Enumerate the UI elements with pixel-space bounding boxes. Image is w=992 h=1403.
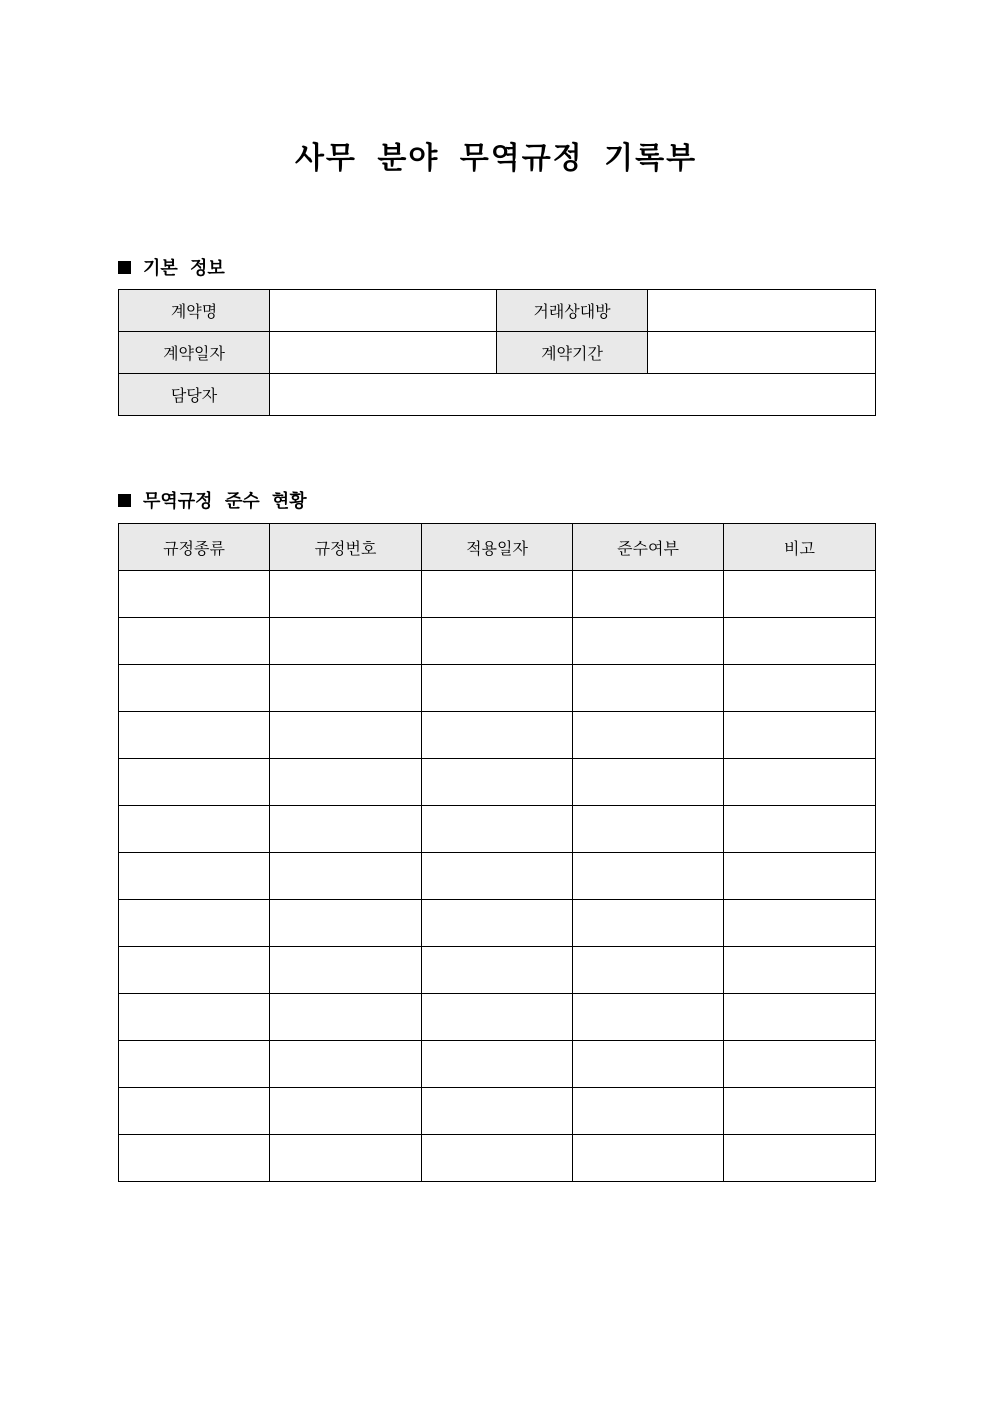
contract-name-label: 계약명	[119, 290, 270, 332]
compliance-status-cell[interactable]	[573, 1041, 724, 1088]
effective-date-cell[interactable]	[422, 1135, 573, 1182]
remarks-cell[interactable]	[724, 994, 876, 1041]
regulation-type-cell[interactable]	[119, 1135, 270, 1182]
remarks-cell[interactable]	[724, 947, 876, 994]
effective-date-cell[interactable]	[422, 571, 573, 618]
contract-period-label: 계약기간	[497, 332, 648, 374]
column-header-compliance-status: 준수여부	[573, 524, 724, 571]
regulation-number-cell[interactable]	[270, 1088, 422, 1135]
compliance-status-cell[interactable]	[573, 759, 724, 806]
compliance-status-cell[interactable]	[573, 1088, 724, 1135]
table-row	[119, 332, 876, 374]
regulation-number-cell[interactable]	[270, 994, 422, 1041]
square-bullet-icon	[118, 261, 131, 274]
effective-date-cell[interactable]	[422, 759, 573, 806]
basic-info-heading	[118, 254, 225, 280]
regulation-type-cell[interactable]	[119, 900, 270, 947]
remarks-cell[interactable]	[724, 665, 876, 712]
contract-date-field[interactable]	[270, 332, 497, 374]
column-header-remarks: 비고	[724, 524, 876, 571]
table-row	[119, 1088, 876, 1135]
basic-info-heading-text: 기본 정보	[143, 258, 225, 279]
effective-date-cell[interactable]	[422, 618, 573, 665]
compliance-status-cell[interactable]	[573, 665, 724, 712]
regulation-number-cell[interactable]	[270, 759, 422, 806]
remarks-cell[interactable]	[724, 1135, 876, 1182]
regulation-type-cell[interactable]	[119, 1088, 270, 1135]
compliance-heading	[118, 487, 307, 513]
regulation-number-cell[interactable]	[270, 665, 422, 712]
table-row	[119, 571, 876, 618]
compliance-status-cell[interactable]	[573, 1135, 724, 1182]
manager-field[interactable]	[270, 374, 876, 416]
effective-date-cell[interactable]	[422, 665, 573, 712]
compliance-status-cell[interactable]	[573, 618, 724, 665]
table-row	[119, 853, 876, 900]
regulation-type-cell[interactable]	[119, 853, 270, 900]
remarks-cell[interactable]	[724, 1041, 876, 1088]
contract-period-field[interactable]	[648, 332, 876, 374]
compliance-status-cell[interactable]	[573, 806, 724, 853]
page-title: 사무 분야 무역규정 기록부	[294, 141, 698, 176]
column-header-effective-date: 적용일자	[422, 524, 573, 571]
effective-date-cell[interactable]	[422, 947, 573, 994]
remarks-cell[interactable]	[724, 618, 876, 665]
regulation-type-cell[interactable]	[119, 759, 270, 806]
regulation-number-cell[interactable]	[270, 712, 422, 759]
table-row	[119, 900, 876, 947]
compliance-status-cell[interactable]	[573, 994, 724, 1041]
effective-date-cell[interactable]	[422, 712, 573, 759]
regulation-type-cell[interactable]	[119, 571, 270, 618]
compliance-status-cell[interactable]	[573, 947, 724, 994]
remarks-cell[interactable]	[724, 900, 876, 947]
contract-name-field[interactable]	[270, 290, 497, 332]
column-header-regulation-number: 규정번호	[270, 524, 422, 571]
manager-label: 담당자	[119, 374, 270, 416]
remarks-cell[interactable]	[724, 759, 876, 806]
regulation-number-cell[interactable]	[270, 806, 422, 853]
regulation-type-cell[interactable]	[119, 618, 270, 665]
regulation-number-cell[interactable]	[270, 1135, 422, 1182]
regulation-type-cell[interactable]	[119, 1041, 270, 1088]
table-row	[119, 759, 876, 806]
table-row	[119, 618, 876, 665]
regulation-number-cell[interactable]	[270, 618, 422, 665]
table-row	[119, 1041, 876, 1088]
column-header-regulation-type: 규정종류	[119, 524, 270, 571]
table-header-row	[119, 524, 876, 571]
compliance-heading-text: 무역규정 준수 현황	[143, 491, 307, 512]
table-row	[119, 1135, 876, 1182]
table-row	[119, 947, 876, 994]
contract-date-label: 계약일자	[119, 332, 270, 374]
effective-date-cell[interactable]	[422, 853, 573, 900]
table-row	[119, 290, 876, 332]
effective-date-cell[interactable]	[422, 994, 573, 1041]
regulation-number-cell[interactable]	[270, 1041, 422, 1088]
table-row	[119, 374, 876, 416]
regulation-type-cell[interactable]	[119, 665, 270, 712]
regulation-type-cell[interactable]	[119, 806, 270, 853]
regulation-number-cell[interactable]	[270, 947, 422, 994]
remarks-cell[interactable]	[724, 1088, 876, 1135]
compliance-status-cell[interactable]	[573, 853, 724, 900]
regulation-type-cell[interactable]	[119, 994, 270, 1041]
square-bullet-icon	[118, 494, 131, 507]
table-row	[119, 665, 876, 712]
remarks-cell[interactable]	[724, 806, 876, 853]
remarks-cell[interactable]	[724, 571, 876, 618]
compliance-status-cell[interactable]	[573, 571, 724, 618]
counterparty-label: 거래상대방	[497, 290, 648, 332]
regulation-number-cell[interactable]	[270, 571, 422, 618]
counterparty-field[interactable]	[648, 290, 876, 332]
compliance-status-cell[interactable]	[573, 900, 724, 947]
remarks-cell[interactable]	[724, 712, 876, 759]
basic-info-table	[118, 289, 876, 416]
compliance-table	[118, 523, 876, 1182]
table-row	[119, 712, 876, 759]
compliance-status-cell[interactable]	[573, 712, 724, 759]
regulation-type-cell[interactable]	[119, 712, 270, 759]
regulation-number-cell[interactable]	[270, 853, 422, 900]
regulation-type-cell[interactable]	[119, 947, 270, 994]
effective-date-cell[interactable]	[422, 806, 573, 853]
effective-date-cell[interactable]	[422, 1088, 573, 1135]
regulation-number-cell[interactable]	[270, 900, 422, 947]
table-row	[119, 994, 876, 1041]
effective-date-cell[interactable]	[422, 1041, 573, 1088]
table-row	[119, 806, 876, 853]
effective-date-cell[interactable]	[422, 900, 573, 947]
remarks-cell[interactable]	[724, 853, 876, 900]
